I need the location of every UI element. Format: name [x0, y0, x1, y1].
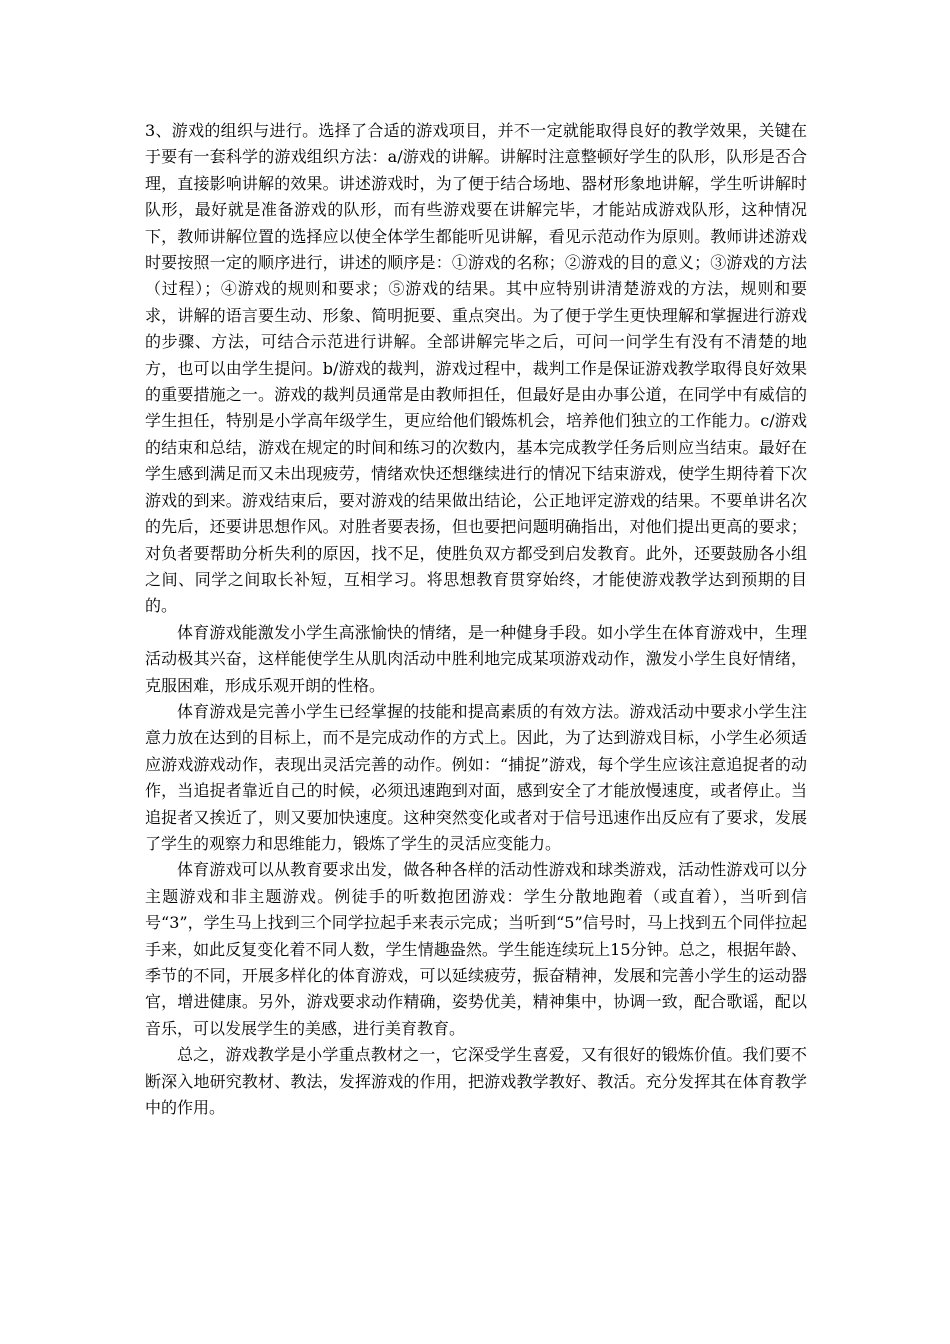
paragraph-conclusion: 总之，游戏教学是小学重点教材之一，它深受学生喜爱，又有很好的锻炼价值。我们要不断深入地研究教材、教法，发挥游戏的作用，把游戏教学教好、教活。充分发挥其在体育教学中的作用。 — [145, 1045, 807, 1118]
paragraph-emotion: 体育游戏能激发小学生高涨愉快的情绪，是一种健身手段。如小学生在体育游戏中，生理活动极其兴奋，这样能使学生从肌肉活动中胜利地完成某项游戏动作，激发小学生良好情绪，克服困难，形成乐观开朗的性格。 — [145, 622, 807, 695]
paragraph-education: 体育游戏可以从教育要求出发，做各种各样的活动性游戏和球类游戏，活动性游戏可以分主题游戏和非主题游戏。例徒手的听数抱团游戏：学生分散地跑着（或直着），当听到信号“3”，学生马上找到三个同学拉起手来表示完成；当听到“5”信号时，马上找到五个同伴拉起手来，如此反复变化着不同人数，学生情趣盎然。学生能连续玩上15分钟。总之，根据年龄、季节的不同，开展多样化的体育游戏，可以延续疲劳，振奋精神，发展和完善小学生的运动器官，增进健康。另外，游戏要求动作精确，姿势优美，精神集中，协调一致，配合歌谣，配以音乐，可以发展学生的美感，进行美育教育。 — [145, 860, 807, 1038]
paragraph-game-organization: 3、游戏的组织与进行。选择了合适的游戏项目，并不一定就能取得良好的教学效果，关键在于要有一套科学的游戏组织方法：a/游戏的讲解。讲解时注意整顿好学生的队形，队形是否合理，直接影响讲解的效果。讲述游戏时，为了便于结合场地、器材形象地讲解，学生听讲解时队形，最好就是准备游戏的队形，而有些游戏要在讲解完毕，才能站成游戏队形，这种情况下，教师讲解位置的选择应以使全体学生都能听见讲解，看见示范动作为原则。教师讲述游戏时要按照一定的顺序进行，讲述的顺序是：①游戏的名称；②游戏的目的意义；③游戏的方法（过程）；④游戏的规则和要求；⑤游戏的结果。其中应特别讲清楚游戏的方法，规则和要求，讲解的语言要生动、形象、简明扼要、重点突出。为了便于学生更快理解和掌握进行游戏的步骤、方法，可结合示范进行讲解。全部讲解完毕之后，可问一问学生有没有不清楚的地方，也可以由学生提问。b/游戏的裁判，游戏过程中，裁判工作是保证游戏教学取得良好效果的重要措施之一。游戏的裁判员通常是由教师担任，但最好是由办事公道，在同学中有威信的学生担任，特别是小学高年级学生，更应给他们锻炼机会，培养他们独立的工作能力。c/游戏的结束和总结，游戏在规定的时间和练习的次数内，基本完成教学任务后则应当结束。最好在学生感到满足而又未出现疲劳，情绪欢快还想继续进行的情况下结束游戏，使学生期待着下次游戏的到来。游戏结束后，要对游戏的结果做出结论，公正地评定游戏的结果。不要单讲名次的先后，还要讲思想作风。对胜者要表扬，但也要把问题明确指出，对他们提出更高的要求；对负者要帮助分析失利的原因，找不足，使胜负双方都受到启发教育。此外，还要鼓励各小组之间、同学之间取长补短，互相学习。将思想教育贯穿始终，才能使游戏教学达到预期的目的。 — [145, 121, 807, 616]
document-body — [145, 118, 807, 1121]
paragraph-skills: 体育游戏是完善小学生已经掌握的技能和提高素质的有效方法。游戏活动中要求小学生注意力放在达到的目标上，而不是完成动作的方式上。因此，为了达到游戏目标，小学生必须适应游戏游戏动作，表现出灵活完善的动作。例如：“捕捉”游戏，每个学生应该注意追捉者的动作，当追捉者靠近自己的时候，必须迅速跑到对面，感到安全了才能放慢速度，或者停止。当追捉者又挨近了，则又要加快速度。这种突然变化或者对于信号迅速作出反应有了要求，发展了学生的观察力和思维能力，锻炼了学生的灵活应变能力。 — [145, 701, 807, 853]
